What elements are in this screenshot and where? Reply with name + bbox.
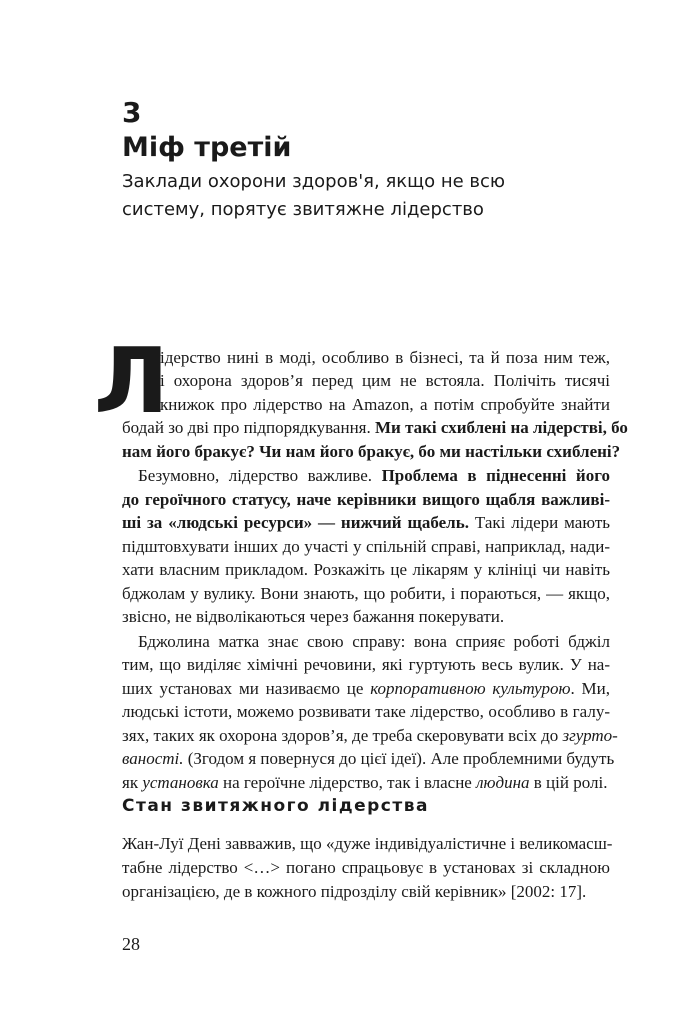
- body-line: тим, що виділяє хімічні речовини, які гуртують весь вулик. У на-: [122, 655, 610, 674]
- body-line: хати власним прикладом. Розкажіть це лікарям у клініці чи навіть: [122, 560, 610, 579]
- text-run: в цій ролі.: [529, 773, 608, 792]
- body-line: ідерство нині в моді, особливо в бізнесі, та й поза ним теж,: [160, 348, 610, 367]
- body-line: організацією, де в кожного підрозділу свій керівник» [2002: 17].: [122, 882, 587, 901]
- italic-text-run: ваності.: [122, 749, 184, 768]
- body-line: [122, 724, 618, 747]
- body-line: [122, 747, 615, 770]
- bold-text-run: Ми такі схиблені на лідерстві, бо: [374, 418, 628, 437]
- bold-text-run: Проблема в піднесенні його: [381, 466, 610, 485]
- text-run: на героїчне лідерство, так і власне: [218, 773, 477, 792]
- body-line: бджолам у вулику. Вони знають, що робити, і пораються, — якщо,: [122, 584, 610, 603]
- italic-text-run: корпоративною культурою: [370, 679, 571, 698]
- body-line: [122, 440, 621, 463]
- text-run: Такі лідери мають: [468, 513, 610, 532]
- body-line: підштовхувати інших до участі у спільній справі, наприклад, нади-: [122, 537, 610, 556]
- body-line: табне лідерство <…> погано спрацьовує в установах зі складною: [122, 858, 610, 877]
- chapter-number: 3: [122, 96, 142, 129]
- italic-text-run: установка: [142, 773, 219, 792]
- text-run: бодай зо дві про підпорядкування.: [122, 418, 375, 437]
- italic-text-run: людина: [476, 773, 530, 792]
- italic-text-run: згурто-: [562, 726, 618, 745]
- body-line: Бджолина матка знає свою справу: вона сприяє роботі бджіл: [138, 632, 610, 651]
- body-line: Жан-Луї Дені завважив, що «дуже індивідуалістичне і великомасш-: [122, 834, 613, 853]
- bold-text-run: нам його бракує? Чи нам його бракує, бо ми настільки схиблені?: [122, 442, 621, 461]
- bold-text-run: ші за «людські ресурси» — нижчий щабель.: [122, 513, 469, 532]
- section-heading: Стан звитяжного лідерства: [122, 796, 429, 816]
- drop-cap: Л: [94, 329, 169, 434]
- bold-text-run: до героїчного статусу, наче керівники вищого щабля важливі-: [122, 490, 610, 509]
- body-line: звісно, не відволікаються через бажання покерувати.: [122, 607, 505, 626]
- body-line: [138, 464, 610, 487]
- chapter-subtitle: Заклади охорони здоров'я, якщо не всю систему, порятує звитяжне лідерство: [122, 171, 506, 220]
- body-line: і охорона здоров’я перед цим не встояла. Полічіть тисячі: [160, 371, 610, 390]
- body-line: книжок про лідерство на Amazon, а потім спробуйте знайти: [160, 395, 610, 414]
- body-line: людські істоти, можемо розвивати таке лідерство, особливо в галу-: [122, 702, 610, 721]
- chapter-title: Міф третій: [122, 132, 292, 163]
- text-run: . Ми,: [570, 679, 611, 698]
- body-line: [122, 488, 610, 511]
- text-run: ших установах ми називаємо це: [122, 679, 371, 698]
- body-line: [122, 511, 610, 534]
- text-run: (Згодом я повернуся до цієї ідеї). Але проблемними будуть: [183, 749, 615, 768]
- text-run: зях, таких як охорона здоров’я, де треба скеровувати всіх до: [122, 726, 563, 745]
- body-line: [122, 677, 610, 700]
- body-line: [122, 416, 628, 439]
- body-line: [122, 771, 610, 794]
- text-run: як: [122, 773, 143, 792]
- text-run: Безумовно, лідерство важливе.: [138, 466, 382, 485]
- page-number: 28: [122, 934, 140, 954]
